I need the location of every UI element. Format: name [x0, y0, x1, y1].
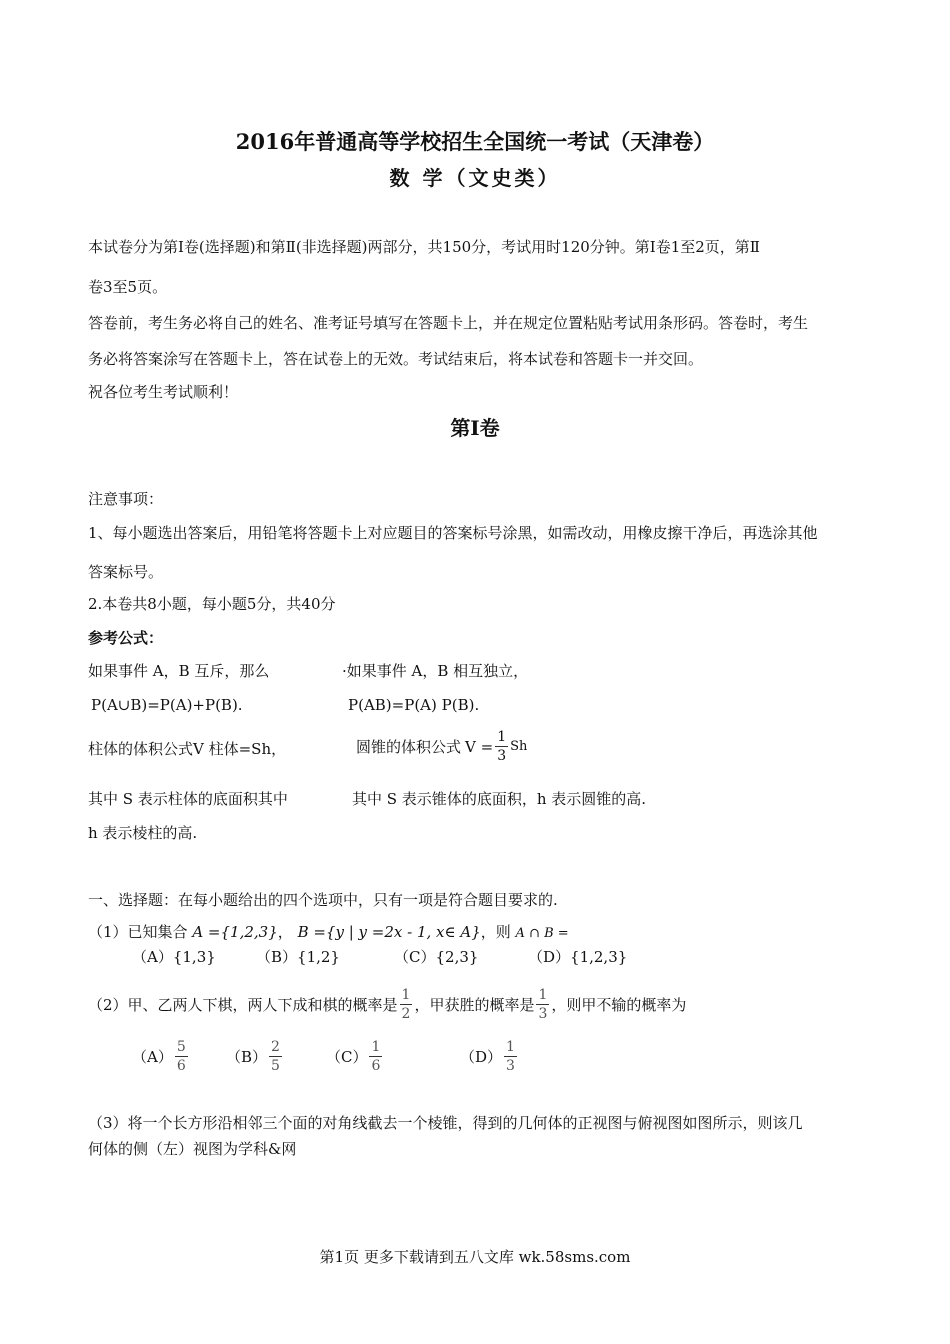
q1-set-a: A ={1,2,3}	[192, 923, 278, 941]
formula-right-4: 其中 S 表示锥体的底面积，h 表示圆锥的高.	[352, 790, 647, 808]
fraction-numerator: 1	[497, 729, 507, 745]
q2-option-c-label: （C）	[326, 1048, 368, 1066]
fraction-numerator: 5	[176, 1039, 186, 1055]
formula-right-2: P(AB)=P(A) P(B).	[348, 696, 480, 714]
q2-option-b-label: （B）	[226, 1048, 268, 1066]
q1-sep: ，	[277, 923, 293, 941]
q2-fraction-win	[536, 986, 549, 1023]
q2-text-1: （2）甲、乙两人下棋，两人下成和棋的概率是	[88, 996, 398, 1014]
fraction-numerator: 1	[371, 1039, 381, 1055]
q2-option-d	[460, 1038, 519, 1075]
notes-item-1-line-2: 答案标号。	[88, 563, 164, 581]
question-1	[88, 921, 569, 942]
formulas-heading: 参考公式：	[88, 629, 164, 647]
fraction-numerator: 1	[538, 987, 548, 1003]
q1-set-b: B ={y | y =2x - 1, x∈ A}	[297, 923, 481, 941]
exam-title: 2016年普通高等学校招生全国统一考试（天津卷）	[235, 129, 715, 154]
q2-option-b	[226, 1038, 284, 1075]
formula-left-5: h 表示棱柱的高.	[88, 824, 198, 842]
q2-option-c	[326, 1038, 384, 1075]
fraction-numerator: 1	[506, 1039, 515, 1055]
cone-volume-sh: Sh	[510, 739, 528, 754]
fraction-numerator: 2	[271, 1039, 280, 1055]
section-title: 第Ⅰ卷	[450, 416, 500, 440]
notes-item-1-line-1: 1、每小题选出答案后，用铅笔将答题卡上对应题目的答案标号涂黑，如需改动，用橡皮擦干净后，再选涂其他	[88, 524, 818, 542]
q1-option-b: （B）{1,2}	[256, 948, 340, 966]
intro-line-5: 祝各位考生考试顺利！	[88, 383, 239, 401]
q2-option-d-label: （D）	[460, 1048, 503, 1066]
fraction-denominator: 5	[271, 1058, 280, 1074]
choice-section-heading: 一、选择题：在每小题给出的四个选项中，只有一项是符合题目要求的.	[88, 891, 558, 909]
cone-volume-label: 圆锥的体积公式	[356, 738, 462, 756]
q2-option-d-fraction	[504, 1038, 517, 1075]
fraction-denominator: 6	[371, 1058, 381, 1074]
notes-item-2: 2.本卷共8小题，每小题5分，共40分	[88, 595, 336, 613]
q2-fraction-draw	[400, 986, 413, 1023]
fraction-denominator: 6	[176, 1058, 186, 1074]
question-3-line-2: 何体的侧（左）视图为学科&网	[88, 1140, 297, 1158]
q1-prefix: （1）已知集合	[88, 923, 188, 941]
q2-text-3: ，则甲不输的概率为	[551, 996, 687, 1014]
q1-suffix: ，则	[480, 923, 511, 941]
fraction-denominator: 3	[497, 748, 507, 764]
exam-subtitle: 数 学（文史类）	[389, 166, 561, 190]
intro-line-3: 答卷前，考生务必将自己的姓名、准考证号填写在答题卡上，并在规定位置粘贴考试用条形码。答卷时，考生	[88, 314, 809, 332]
fraction-numerator: 1	[401, 987, 411, 1003]
intro-line-1: 本试卷分为第Ⅰ卷(选择题)和第Ⅱ(非选择题)两部分，共150分，考试用时120分钟。第Ⅰ卷1至2页，第Ⅱ	[88, 238, 761, 256]
q1-option-a: （A）{1,3}	[132, 948, 216, 966]
intro-line-2: 卷3至5页。	[88, 278, 168, 296]
page-footer: 第1页 更多下载请到五八文库 wk.58sms.com	[319, 1248, 631, 1266]
q2-text-2: ，甲获胜的概率是	[414, 996, 535, 1014]
fraction-denominator: 2	[401, 1006, 411, 1022]
cone-volume-fraction	[495, 728, 508, 765]
q2-option-c-fraction	[369, 1038, 382, 1075]
notes-heading: 注意事项：	[88, 490, 164, 508]
q2-option-a	[132, 1038, 190, 1075]
question-2	[88, 986, 686, 1023]
formula-left-1: 如果事件 A，B 互斥，那么	[88, 662, 270, 680]
formula-right-3	[356, 728, 527, 765]
q2-option-a-label: （A）	[132, 1048, 173, 1066]
q1-option-c: （C）{2,3}	[394, 948, 479, 966]
q2-option-b-fraction	[269, 1038, 282, 1075]
q1-expression: A ∩ B =	[515, 926, 569, 941]
intro-line-4: 务必将答案涂写在答题卡上，答在试卷上的无效。考试结束后，将本试卷和答题卡一并交回。	[88, 350, 704, 368]
formula-left-2: P(A∪B)=P(A)+P(B).	[91, 696, 243, 714]
formula-left-3: 柱体的体积公式V 柱体=Sh，	[88, 740, 287, 758]
q1-option-d: （D）{1,2,3}	[528, 948, 628, 966]
cone-volume-v: V =	[465, 737, 494, 756]
formula-left-4: 其中 S 表示柱体的底面积其中	[88, 790, 288, 808]
formula-right-1: ·如果事件 A，B 相互独立，	[342, 662, 529, 680]
q2-option-a-fraction	[175, 1038, 188, 1075]
fraction-denominator: 3	[506, 1058, 515, 1074]
question-3-line-1: （3）将一个长方形沿相邻三个面的对角线截去一个棱锥，得到的几何体的正视图与俯视图如图所示，则该几	[88, 1114, 803, 1132]
fraction-denominator: 3	[538, 1006, 548, 1022]
